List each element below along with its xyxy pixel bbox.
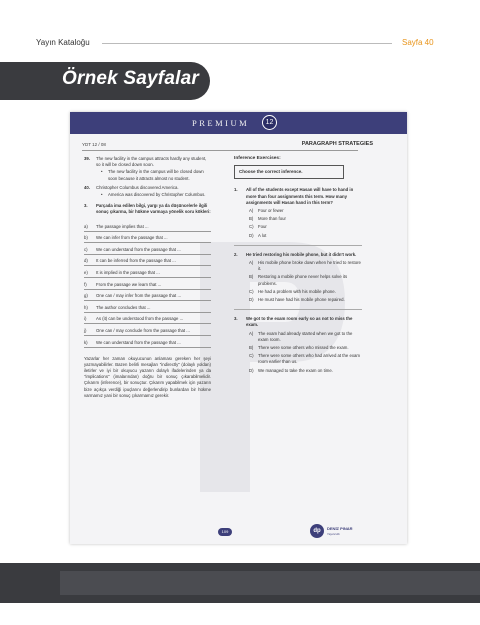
stem-letter: c) bbox=[84, 246, 88, 252]
stem-letter: i) bbox=[84, 316, 87, 322]
option-letter: C) bbox=[249, 288, 254, 294]
item-text: The new facility in the campus attracts hardly any student, so it will be closed down soon. bbox=[96, 156, 207, 168]
catalog-title: Yayın Kataloğu bbox=[36, 38, 90, 47]
exercise-title: Inference Exercises: bbox=[234, 156, 281, 161]
answer-option[interactable] bbox=[246, 368, 362, 374]
answer-option[interactable] bbox=[246, 353, 362, 365]
question-number: 1. bbox=[234, 187, 238, 193]
question-divider bbox=[234, 309, 362, 310]
answer-option[interactable] bbox=[246, 297, 362, 303]
stem-text: From the passage we learn that ... bbox=[96, 281, 162, 287]
answer-option[interactable] bbox=[246, 224, 362, 230]
premium-label: PREMIUM bbox=[192, 118, 250, 128]
stem-row bbox=[84, 222, 211, 232]
item-3-stems bbox=[84, 203, 211, 215]
item-40 bbox=[84, 185, 211, 198]
option-text: His mobile phone broke down when he tried to restore it. bbox=[258, 260, 361, 272]
item-number: 40. bbox=[84, 184, 90, 190]
option-letter: B) bbox=[249, 345, 254, 351]
stem-text: The passage implies that ... bbox=[96, 223, 149, 229]
stem-row bbox=[84, 338, 211, 348]
answer-option[interactable] bbox=[246, 260, 362, 272]
option-letter: A) bbox=[249, 208, 254, 214]
stem-text: It is implied in the passage that ... bbox=[96, 270, 160, 275]
exercise-instruction: Choose the correct inference. bbox=[234, 165, 344, 179]
option-text: He had a problem with his mobile phone. bbox=[258, 288, 336, 294]
item-text: Parçada ima edilen bilgi, yargı ya da düşüncelerle ilgili sonuç çıkarma, bir hükme varmaya yönelik soru kökleri: bbox=[96, 203, 211, 215]
stem-letter: a) bbox=[84, 223, 88, 229]
option-letter: D) bbox=[249, 297, 254, 303]
stem-letter: j) bbox=[84, 327, 87, 333]
meta-divider bbox=[82, 150, 358, 151]
stem-row bbox=[84, 314, 211, 324]
option-text: Four or fewer bbox=[258, 208, 284, 214]
catalog-header bbox=[0, 0, 480, 60]
stem-letter: k) bbox=[84, 339, 88, 345]
exercise-question-2 bbox=[234, 252, 362, 303]
section-title: Örnek Sayfalar bbox=[62, 68, 199, 89]
option-text: More than four bbox=[258, 216, 286, 222]
stem-row bbox=[84, 326, 211, 336]
catalog-page-number: Sayfa 40 bbox=[402, 38, 434, 47]
option-letter: C) bbox=[249, 353, 254, 359]
stem-row bbox=[84, 233, 211, 243]
item-number: 39. bbox=[84, 156, 90, 161]
question-number: 2. bbox=[234, 251, 238, 257]
item-bullet: • The new facility in the campus will be closed down soon because it attracts almost no student. bbox=[96, 169, 211, 181]
right-column bbox=[234, 156, 362, 377]
option-letter: B) bbox=[249, 274, 254, 280]
stem-letter: f) bbox=[84, 281, 87, 287]
stem-text: One can / may infer from the passage that ... bbox=[96, 293, 182, 299]
stem-row bbox=[84, 291, 211, 301]
stem-text: We can understand from the passage that ... bbox=[96, 246, 181, 252]
stem-text: We can infer from the passage that ... bbox=[96, 235, 168, 241]
publisher-logo-icon: dp bbox=[310, 524, 324, 538]
sample-page bbox=[70, 112, 407, 544]
question-divider bbox=[234, 245, 362, 246]
publisher-name: DENİZ PINAR bbox=[327, 526, 353, 531]
stem-letter: b) bbox=[84, 235, 88, 241]
left-column bbox=[84, 156, 211, 399]
answer-option[interactable] bbox=[246, 289, 362, 295]
question-text: We got to the exam room early so as not to miss the exam. bbox=[246, 316, 353, 328]
sample-page-header-bar bbox=[70, 112, 407, 134]
item-number: 3. bbox=[84, 203, 88, 209]
premium-number-badge: 12 bbox=[262, 115, 277, 130]
page-number-badge: 109 bbox=[218, 528, 232, 536]
answer-option[interactable] bbox=[246, 216, 362, 222]
stem-letter: h) bbox=[84, 304, 88, 310]
option-text: Four bbox=[258, 224, 267, 230]
stem-letter: g) bbox=[84, 293, 88, 299]
inference-explanation: Yazarlar her zaman okuyucunun anlaması gereken her şeyi yazmayabilirler. Bazen belirli mesajları "indirectly" (dolaylı yoldan) iletirler ve iyi bir okuyucu yazarın dolaylı ifadelerinden ya da "implications" (imalarından) doğru bir sonuç çıkarabilmelidir. Çıkarım (inference), bir sonuçtur. Çıkarım yapabilmek için yazarın bize açıkça verdiği ipuçlarını değerlendirip bunlardan bir hükme varmamız yani bir sonuç çıkarmamız gerekir. bbox=[84, 355, 211, 398]
option-letter: A) bbox=[249, 260, 254, 266]
stem-text: We can understand from the passage that ... bbox=[96, 339, 181, 345]
answer-option[interactable] bbox=[246, 208, 362, 214]
question-text: All of the students except Hasan will have to hand in more than four assignments this term. How many assignments will Hasan hand in this term? bbox=[246, 187, 354, 205]
exam-code: YDT 12 / 08 bbox=[82, 142, 106, 147]
stem-row bbox=[84, 268, 211, 278]
item-text: Christopher Columbus discovered America. bbox=[96, 184, 179, 190]
publisher-subtitle: Yayıncılık bbox=[327, 532, 340, 536]
question-text: He tried restoring his mobile phone, but it didn't work. bbox=[246, 251, 357, 257]
answer-option[interactable] bbox=[246, 274, 362, 286]
answer-option[interactable] bbox=[246, 345, 362, 351]
stem-text: As (it) can be understood from the passage ... bbox=[96, 316, 184, 322]
stem-row bbox=[84, 280, 211, 290]
header-divider bbox=[102, 43, 392, 44]
chapter-title: PARAGRAPH STRATEGIES bbox=[301, 141, 373, 147]
option-text: We managed to take the exam on time. bbox=[258, 367, 333, 373]
option-letter: D) bbox=[249, 367, 254, 373]
item-39 bbox=[84, 156, 211, 182]
option-letter: B) bbox=[249, 216, 254, 222]
stem-text: One can / may conclude from the passage that ... bbox=[96, 327, 190, 333]
option-letter: D) bbox=[249, 232, 254, 238]
answer-option[interactable] bbox=[246, 331, 362, 343]
option-letter: A) bbox=[249, 330, 254, 336]
question-number: 3. bbox=[234, 316, 238, 322]
option-letter: C) bbox=[249, 224, 254, 230]
question-stem-list bbox=[84, 222, 211, 348]
option-text: He must have had his mobile phone repaired. bbox=[258, 297, 345, 303]
option-text: There were some others who missed the exam. bbox=[258, 345, 349, 351]
stem-letter: e) bbox=[84, 270, 88, 275]
stem-row bbox=[84, 245, 211, 255]
option-text: A lot bbox=[258, 232, 267, 238]
stem-letter: d) bbox=[84, 258, 88, 264]
answer-option[interactable] bbox=[246, 233, 362, 239]
option-text: The exam had already started when we got to the exam room. bbox=[258, 330, 353, 342]
exercise-question-1 bbox=[234, 187, 362, 238]
exercise-question-3 bbox=[234, 316, 362, 374]
option-text: There were some others who had arrived at the exam room earlier than us. bbox=[258, 353, 360, 365]
option-text: Restoring a mobile phone never helps solve its problems. bbox=[258, 274, 348, 286]
stem-row bbox=[84, 256, 211, 266]
stem-row bbox=[84, 303, 211, 313]
item-bullet: • America was discovered by Christopher Columbus. bbox=[96, 192, 211, 198]
stem-text: The author concludes that ... bbox=[96, 304, 151, 310]
stem-text: It can be inferred from the passage that ... bbox=[96, 258, 176, 264]
footer-band-accent bbox=[60, 571, 480, 595]
